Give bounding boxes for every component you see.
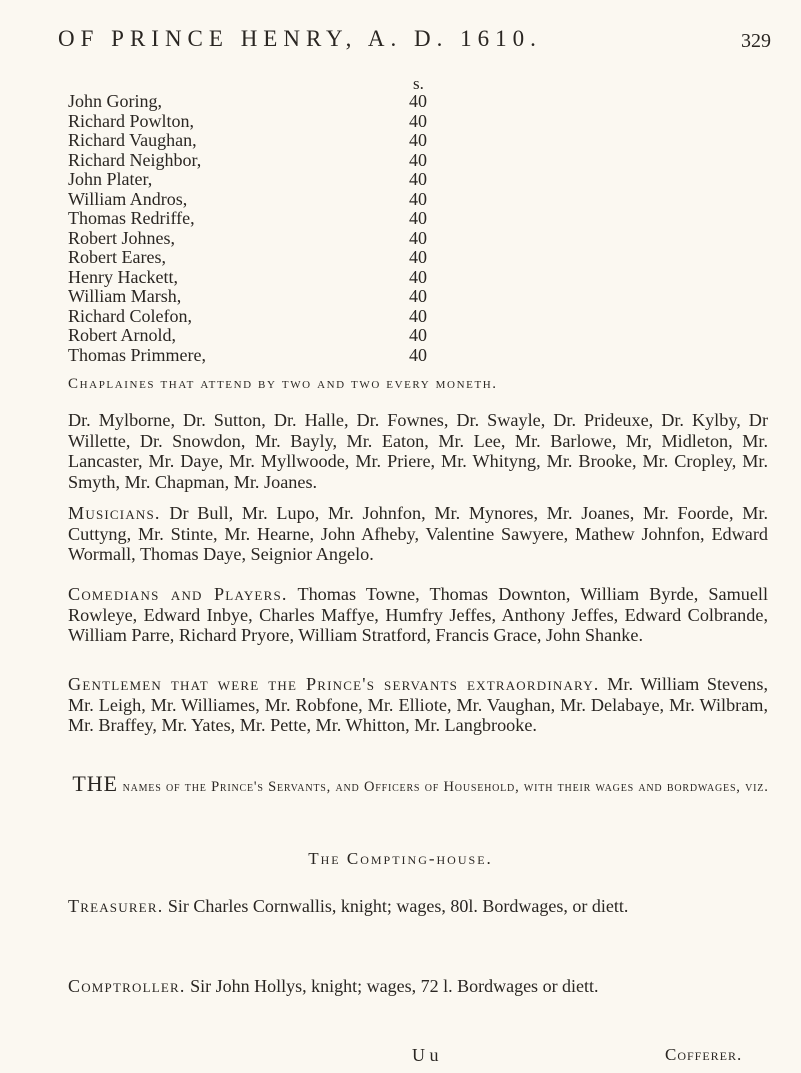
- roster-amount: 40: [409, 227, 427, 248]
- household-heading: [68, 771, 773, 796]
- roster-name: Robert Eares,: [68, 247, 166, 267]
- roster-row: [68, 229, 428, 249]
- chaplains-paragraph: Dr. Mylborne, Dr. Sutton, Dr. Halle, Dr. Fownes, Dr. Swayle, Dr. Prideuxe, Dr. Kylby, Dr Willette, Dr. Snowdon, Mr. Bayly, Mr. Eaton, Mr. Lee, Mr. Barlowe, Mr, Midleton, Mr. Lancaster, Mr. Daye, Mr. Myllwoode, Mr. Priere, Mr. Whityng, Mr. Brooke, Mr. Cropley, Mr. Smyth, Mr. Chapman, Mr. Joanes.: [68, 410, 768, 492]
- comptroller-lead: Comptroller.: [68, 976, 186, 996]
- roster-row: [68, 268, 428, 288]
- roster-name: Richard Neighbor,: [68, 149, 202, 170]
- musicians-lead: Musicians.: [68, 503, 161, 523]
- roster-row: [68, 287, 428, 307]
- roster-row: [68, 151, 428, 171]
- roster-amount: 40: [409, 266, 427, 287]
- roster-row: [68, 112, 428, 132]
- roster-row: [68, 131, 428, 151]
- roster-amount: 40: [409, 130, 427, 150]
- roster-name: William Marsh,: [68, 286, 182, 306]
- roster-name: Richard Vaughan,: [68, 130, 197, 150]
- compting-house-title: The Compting-house.: [308, 849, 493, 868]
- roster-amount: 40: [409, 149, 427, 170]
- roster-amount: 40: [409, 91, 427, 111]
- roster-row: [68, 326, 428, 346]
- roster-amount: 40: [409, 188, 427, 209]
- musicians-paragraph: [68, 503, 768, 565]
- comedians-lead: Comedians and Players.: [68, 584, 288, 604]
- treasurer-text: Sir Charles Cornwallis, knight; wages, 80l. Bordwages, or diett.: [167, 896, 629, 916]
- roster-amount: 40: [409, 208, 427, 228]
- roster-name: Richard Powlton,: [68, 110, 194, 131]
- roster-amount: 40: [409, 286, 427, 306]
- roster-name: John Plater,: [68, 169, 153, 189]
- treasurer-entry: [68, 896, 768, 916]
- roster-name: Richard Colefon,: [68, 305, 192, 326]
- running-head: [58, 20, 771, 60]
- roster-name: Robert Arnold,: [68, 325, 176, 345]
- roster-row: [68, 248, 428, 268]
- roster-amount: 40: [409, 344, 427, 365]
- roster-row: [68, 209, 428, 229]
- chaplains-heading: Chaplaines that attend by two and two every moneth.: [68, 376, 498, 392]
- roster-amount: 40: [409, 169, 427, 189]
- comptroller-text: Sir John Hollys, knight; wages, 72 l. Bordwages or diett.: [190, 976, 599, 996]
- roster-amount: 40: [409, 325, 427, 345]
- household-heading-rest: names of the Prince's Servants, and Officers of Household, with their wages and bordwages, viz.: [122, 779, 769, 795]
- comedians-paragraph: [68, 584, 768, 646]
- roster-row: [68, 92, 428, 112]
- page-number: 329: [741, 30, 771, 52]
- roster-row: [68, 307, 428, 327]
- treasurer-lead: Treasurer.: [68, 896, 164, 916]
- roster-row: [68, 346, 428, 366]
- roster-name: Henry Hackett,: [68, 266, 178, 287]
- catchword: Cofferer.: [665, 1045, 743, 1064]
- comedians-text: Thomas Towne, Thomas Downton, William Byrde, Samuell Rowleye, Edward Inbye, Charles Maffye, Humfry Jeffes, Anthony Jeffes, Edward Colbrande, William Parre, Richard Pryore, William Stratford, Francis Grace, John Shanke.: [68, 584, 769, 645]
- household-heading-the: THE: [72, 771, 119, 796]
- gentlemen-lead: Gentlemen that were the Prince's servants extraordinary.: [68, 674, 600, 694]
- running-title: OF PRINCE HENRY, A. D. 1610.: [58, 26, 542, 51]
- roster-amount: 40: [409, 247, 427, 267]
- roster-name: Robert Johnes,: [68, 227, 175, 248]
- musicians-text: Dr Bull, Mr. Lupo, Mr. Johnfon, Mr. Mynores, Mr. Joanes, Mr. Foorde, Mr. Cuttyng, Mr. Stinte, Mr. Hearne, John Afheby, Valentine Sawyere, Mathew Johnfon, Edward Wormall, Thomas Daye, Seignior Angelo.: [68, 503, 768, 564]
- comptroller-entry: [68, 976, 768, 996]
- amount-unit: s.: [413, 74, 424, 93]
- roster-row: [68, 170, 428, 190]
- roster-name: William Andros,: [68, 188, 188, 209]
- roster-name: Thomas Primmere,: [68, 344, 206, 365]
- gentlemen-text: Mr. William Stevens, Mr. Leigh, Mr. Williames, Mr. Robfone, Mr. Elliote, Mr. Vaughan, Mr. Delabaye, Mr. Wilbram, Mr. Braffey, Mr. Yates, Mr. Pette, Mr. Whitton, Mr. Langbrooke.: [68, 674, 769, 735]
- roster-amount: 40: [409, 110, 427, 131]
- roster-name: John Goring,: [68, 91, 162, 111]
- signature-mark: U u: [412, 1045, 439, 1065]
- servant-roster: [68, 92, 428, 365]
- roster-amount: 40: [409, 305, 427, 326]
- roster-row: [68, 190, 428, 210]
- roster-name: Thomas Redriffe,: [68, 208, 195, 228]
- gentlemen-paragraph: [68, 674, 768, 736]
